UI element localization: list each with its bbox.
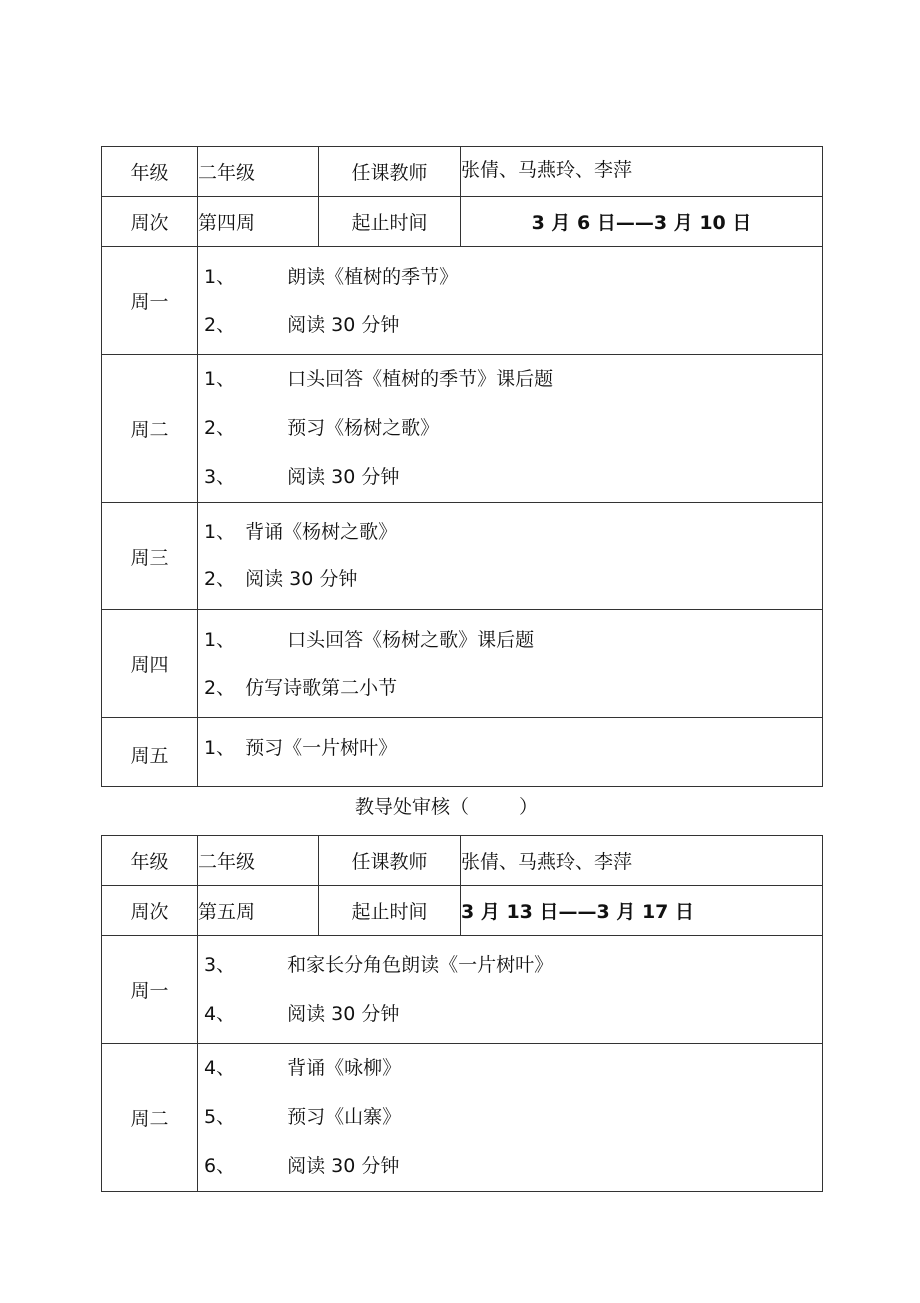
task-number: 3、 [204, 953, 236, 976]
header-row-week [102, 886, 823, 936]
review-label: 教导处审核（ [355, 796, 470, 818]
day-tasks [198, 355, 823, 503]
day-tasks [198, 718, 823, 787]
day-label: 周二 [102, 1044, 198, 1192]
review-close: ） [519, 796, 539, 818]
date-range-label: 起止时间 [319, 886, 461, 936]
task-number: 1、 [204, 737, 236, 759]
week-label: 周次 [102, 886, 198, 936]
teacher-label: 任课教师 [319, 836, 461, 886]
day-row [102, 503, 823, 610]
day-row [102, 610, 823, 718]
task-text: 阅读 30 分钟 [245, 568, 358, 590]
task-item [198, 453, 822, 502]
task-item [198, 301, 822, 349]
day-label: 周一 [102, 247, 198, 355]
grade-label: 年级 [102, 836, 198, 886]
task-text: 口头回答《杨树之歌》课后题 [287, 628, 535, 651]
day-row [102, 936, 823, 1044]
week-label: 周次 [102, 197, 198, 247]
task-item [198, 404, 822, 453]
task-number: 2、 [204, 568, 236, 590]
task-text: 背诵《杨树之歌》 [245, 521, 398, 543]
task-text: 预习《山寨》 [287, 1106, 402, 1128]
grade-value: 二年级 [198, 836, 319, 886]
task-item [198, 990, 822, 1039]
day-tasks [198, 503, 823, 610]
task-text: 预习《杨树之歌》 [287, 417, 440, 439]
week5-plan-table [101, 835, 823, 1192]
task-number: 5、 [204, 1106, 236, 1128]
day-row [102, 1044, 823, 1192]
task-number: 1、 [204, 368, 236, 390]
week-value: 第四周 [198, 197, 319, 247]
date-range-label: 起止时间 [319, 197, 461, 247]
header-row-grade [102, 147, 823, 197]
task-item [198, 556, 822, 603]
teacher-label: 任课教师 [319, 147, 461, 197]
task-number: 2、 [204, 313, 236, 336]
task-text: 阅读 30 分钟 [287, 1002, 400, 1025]
day-label: 周三 [102, 503, 198, 610]
grade-label: 年级 [102, 147, 198, 197]
header-row-grade [102, 836, 823, 886]
task-item [198, 1093, 822, 1142]
task-item [198, 1044, 822, 1093]
day-label: 周四 [102, 610, 198, 718]
day-tasks [198, 1044, 823, 1192]
date-range-value: 3 月 13 日——3 月 17 日 [461, 886, 823, 936]
grade-value: 二年级 [198, 147, 319, 197]
task-text: 仿写诗歌第二小节 [245, 676, 398, 699]
task-number: 3、 [204, 466, 236, 488]
task-item [198, 1142, 822, 1191]
teachers-value: 张倩、马燕玲、李萍 [461, 147, 823, 197]
task-text: 和家长分角色朗读《一片树叶》 [287, 953, 554, 976]
task-number: 6、 [204, 1155, 236, 1177]
day-row [102, 355, 823, 503]
day-tasks [198, 936, 823, 1044]
day-tasks [198, 247, 823, 355]
day-label: 周五 [102, 718, 198, 787]
task-item [198, 941, 822, 990]
task-text: 阅读 30 分钟 [287, 466, 400, 488]
review-line [355, 792, 538, 819]
day-label: 周二 [102, 355, 198, 503]
task-text: 背诵《咏柳》 [287, 1057, 402, 1079]
day-row [102, 718, 823, 787]
task-number: 2、 [204, 676, 236, 699]
task-item [198, 735, 822, 761]
teachers-value: 张倩、马燕玲、李萍 [461, 836, 823, 886]
task-text: 阅读 30 分钟 [287, 1155, 400, 1177]
day-row [102, 247, 823, 355]
week4-plan-table [101, 146, 823, 787]
task-item [198, 509, 822, 556]
task-number: 1、 [204, 628, 236, 651]
header-row-week [102, 197, 823, 247]
task-number: 2、 [204, 417, 236, 439]
task-item [198, 616, 822, 664]
task-text: 口头回答《植树的季节》课后题 [287, 368, 554, 390]
task-text: 预习《一片树叶》 [245, 737, 398, 759]
week-value: 第五周 [198, 886, 319, 936]
task-number: 1、 [204, 265, 236, 288]
task-number: 4、 [204, 1057, 236, 1079]
task-text: 阅读 30 分钟 [287, 313, 400, 336]
day-label: 周一 [102, 936, 198, 1044]
task-number: 4、 [204, 1002, 236, 1025]
task-item [198, 355, 822, 404]
task-item [198, 253, 822, 301]
task-item [198, 664, 822, 712]
day-tasks [198, 610, 823, 718]
task-number: 1、 [204, 521, 236, 543]
task-text: 朗读《植树的季节》 [287, 265, 459, 288]
date-range-value: 3 月 6 日——3 月 10 日 [461, 197, 823, 247]
